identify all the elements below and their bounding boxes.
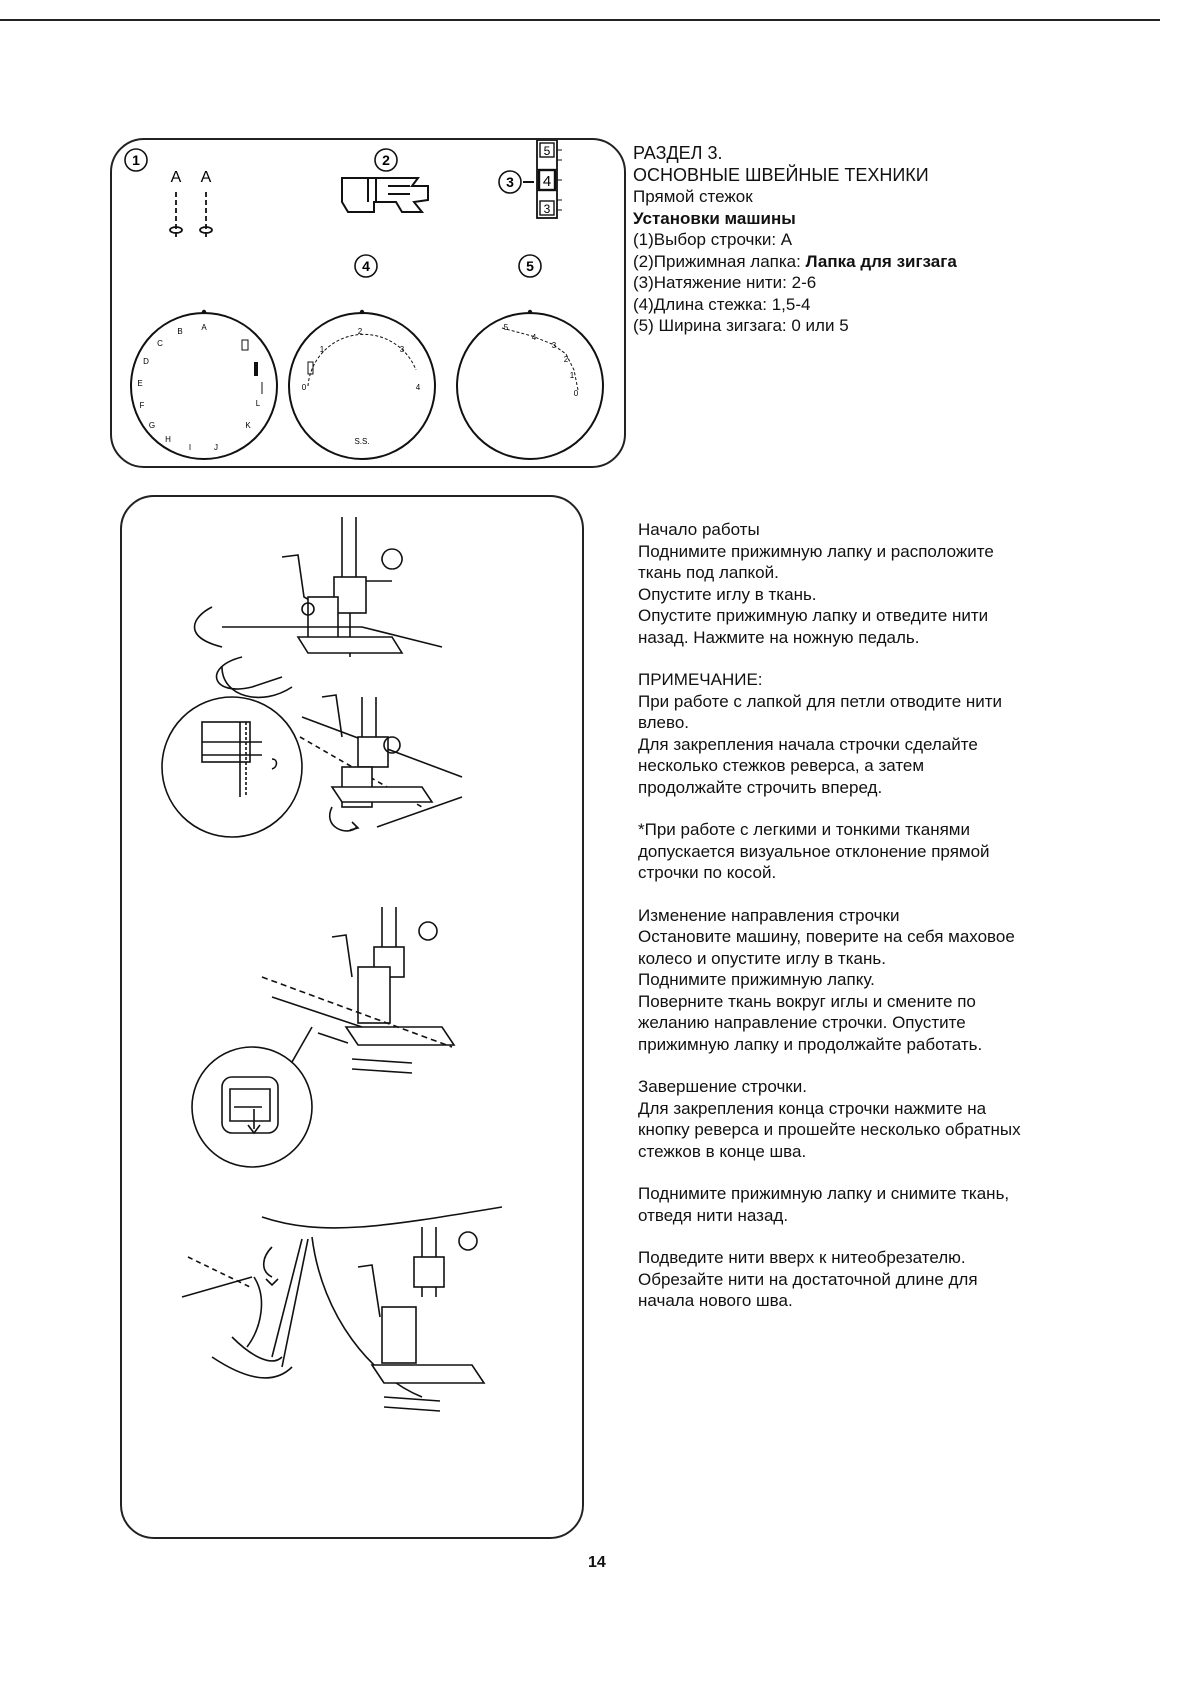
svg-text:G: G: [148, 421, 156, 430]
svg-text:0: 0: [301, 383, 307, 392]
svg-text:F: F: [139, 401, 145, 410]
direction-line: прижимную лапку и продолжайте работать.: [638, 1034, 983, 1054]
tension-value-3: 3: [543, 202, 551, 216]
start-line: Поднимите прижимную лапку и расположите: [638, 541, 994, 561]
finish-line: Для закрепления конца строчки нажмите на: [638, 1098, 987, 1118]
svg-text:3: 3: [506, 174, 514, 190]
marker-1: [125, 149, 147, 171]
direction-line: желанию направление строчки. Опустите: [638, 1013, 966, 1032]
illustration-change-direction: [192, 907, 454, 1167]
svg-text:E: E: [137, 379, 143, 388]
illustration-start-sewing: [195, 517, 443, 697]
svg-text:C: C: [157, 339, 163, 348]
marker-3: [499, 171, 534, 193]
start-heading: Начало работы: [638, 520, 760, 539]
note-line: несколько стежков реверса, а затем: [638, 756, 925, 775]
pattern-dial: [131, 310, 277, 459]
svg-text:B: B: [177, 327, 183, 336]
finish-heading: Завершение строчки.: [638, 1077, 807, 1096]
stitch-name: Прямой стежок: [633, 187, 753, 206]
finish-line: кнопку реверса и прошейте несколько обратных: [638, 1120, 1021, 1139]
illustration-note: [162, 695, 462, 837]
setting-width: (5) Ширина зигзага: 0 или 5: [633, 316, 849, 335]
note-line: Для закрепления начала строчки сделайте: [638, 734, 978, 754]
settings-heading: Установки машины: [633, 208, 796, 228]
remove-line: отведя нити назад.: [638, 1205, 789, 1225]
remove-line: Поднимите прижимную лапку и снимите ткань,: [638, 1184, 1010, 1203]
marker-5: [519, 255, 541, 277]
svg-text:D: D: [143, 357, 149, 366]
cut-line: Обрезайте нити на достаточной длине для: [638, 1269, 978, 1289]
tension-value-4: 4: [542, 173, 552, 190]
illustration-panel: [120, 495, 584, 1539]
svg-text:4: 4: [415, 383, 421, 392]
direction-heading: Изменение направления строчки: [638, 905, 900, 925]
direction-line: Поднимите прижимную лапку.: [638, 970, 875, 989]
svg-text:2: 2: [563, 355, 569, 364]
start-line: Опустите иглу в ткань.: [638, 584, 817, 604]
light-fabric-line: строчки по косой.: [638, 863, 777, 882]
svg-text:4: 4: [362, 258, 370, 274]
setting-foot: (2)Прижимная лапка: Лапка для зигзага: [633, 251, 957, 271]
svg-text:3: 3: [551, 341, 557, 350]
note-line: При работе с лапкой для петли отводите нити: [638, 691, 1003, 711]
svg-text:1: 1: [569, 371, 575, 380]
instructions-text: [638, 519, 1178, 1312]
section-subtitle: ОСНОВНЫЕ ШВЕЙНЫЕ ТЕХНИКИ: [633, 164, 929, 185]
pattern-letter-left: A: [170, 169, 182, 186]
illustration-finish: [182, 1207, 502, 1411]
svg-text:H: H: [165, 435, 171, 444]
svg-text:5: 5: [503, 323, 509, 332]
svg-text:K: K: [245, 421, 251, 430]
direction-line: Остановите машину, поверите на себя маховое: [638, 927, 1015, 946]
svg-text:3: 3: [399, 345, 405, 354]
zigzag-foot-icon: [342, 178, 428, 212]
svg-text:J: J: [214, 443, 218, 452]
svg-text:L: L: [255, 399, 261, 408]
note-line: влево.: [638, 713, 690, 732]
settings-text: [633, 143, 1173, 337]
straight-stitch-icon: [170, 192, 212, 240]
svg-text:A: A: [201, 323, 207, 332]
top-rule: [0, 19, 1160, 21]
stitch-length-dial: [289, 310, 435, 459]
svg-text:2: 2: [357, 327, 363, 336]
setting-length: (4)Длина стежка: 1,5-4: [633, 294, 811, 314]
tension-value-5: 5: [543, 144, 551, 158]
note-heading: ПРИМЕЧАНИЕ:: [638, 670, 763, 689]
svg-text:1: 1: [132, 152, 140, 168]
marker-4: [355, 255, 377, 277]
note-line: продолжайте строчить вперед.: [638, 777, 883, 797]
start-line: ткань под лапкой.: [638, 563, 779, 582]
svg-text:5: 5: [526, 258, 534, 274]
setting-tension: (3)Натяжение нити: 2-6: [633, 273, 817, 292]
finish-line: стежков в конце шва.: [638, 1141, 807, 1161]
section-title: РАЗДЕЛ 3.: [633, 143, 723, 163]
svg-text:S.S.: S.S.: [354, 437, 370, 446]
svg-text:4: 4: [531, 333, 537, 342]
cut-line: начала нового шва.: [638, 1291, 793, 1310]
svg-text:0: 0: [573, 389, 579, 398]
settings-panel: [110, 138, 626, 468]
cut-line: Подведите нити вверх к нитеобрезателю.: [638, 1248, 966, 1267]
direction-line: колесо и опустите иглу в ткань.: [638, 948, 886, 968]
sewing-illustrations: [122, 497, 582, 1537]
start-line: Опустите прижимную лапку и отведите нити: [638, 606, 989, 625]
tension-scale: [537, 140, 562, 218]
marker-2: [375, 149, 397, 171]
page-number: 14: [588, 1554, 606, 1571]
direction-line: Поверните ткань вокруг иглы и смените по: [638, 991, 976, 1011]
setting-pattern: (1)Выбор строчки: A: [633, 230, 793, 249]
start-line: назад. Нажмите на ножную педаль.: [638, 627, 920, 647]
light-fabric-line: *При работе с легкими и тонкими тканями: [638, 820, 970, 839]
svg-text:2: 2: [382, 152, 390, 168]
pattern-letter-right: A: [200, 169, 212, 186]
zigzag-width-dial: [457, 310, 603, 459]
svg-text:I: I: [188, 443, 192, 452]
settings-diagram: [112, 140, 624, 466]
light-fabric-line: допускается визуальное отклонение прямой: [638, 841, 990, 861]
svg-text:1: 1: [319, 345, 325, 354]
